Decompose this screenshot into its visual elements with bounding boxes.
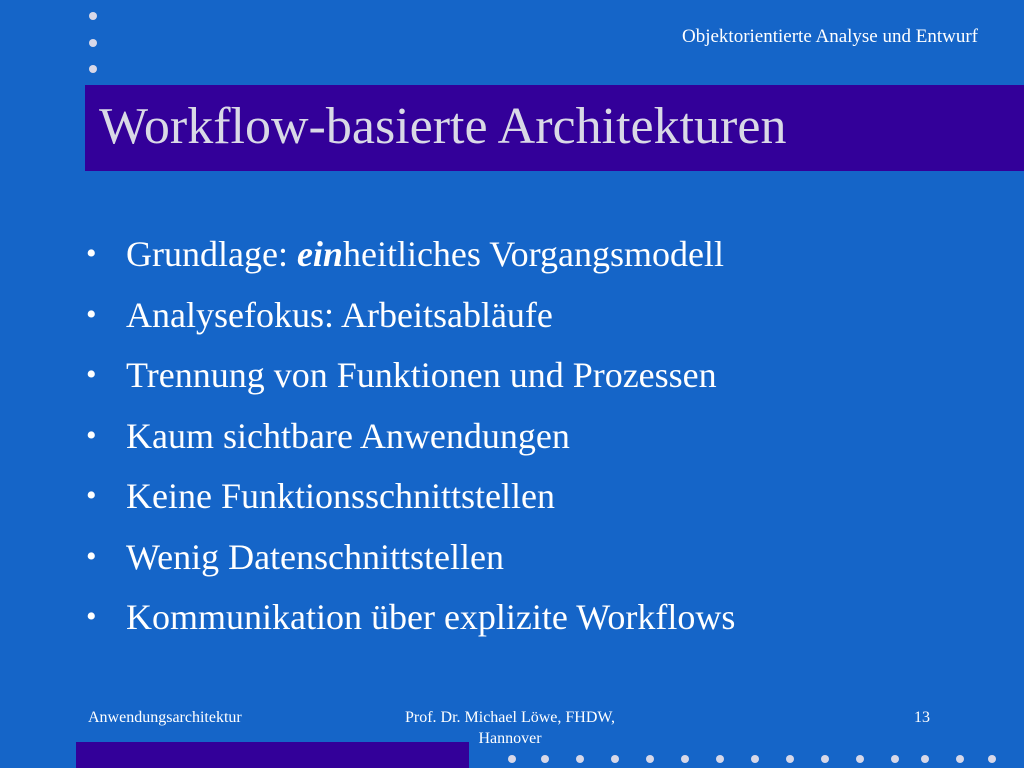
bullet-item xyxy=(86,587,986,648)
dot-icon xyxy=(751,755,759,763)
dot-icon xyxy=(856,755,864,763)
bullet-text-suffix: heitliches Vorgangsmodell xyxy=(342,234,724,274)
bullet-icon: • xyxy=(86,358,97,391)
bullet-text-prefix: Grundlage: xyxy=(126,234,297,274)
slide-title: Workflow-basierte Architekturen xyxy=(99,98,787,155)
dot-icon xyxy=(611,755,619,763)
dot-icon xyxy=(89,12,97,20)
bullet-text: Kaum sichtbare Anwendungen xyxy=(126,415,570,456)
bullet-text: Wenig Datenschnittstellen xyxy=(126,536,504,577)
dot-icon xyxy=(921,755,929,763)
dot-icon xyxy=(681,755,689,763)
bullet-text-emphasis: ein xyxy=(296,234,343,274)
bullet-icon: • xyxy=(86,479,97,512)
footer-left-label: Anwendungsarchitektur xyxy=(88,709,242,726)
dot-icon xyxy=(508,755,516,763)
dot-icon xyxy=(541,755,549,763)
footer-author-line2: Hannover xyxy=(478,730,542,747)
bullet-icon: • xyxy=(86,539,97,573)
dot-icon xyxy=(988,755,996,763)
bullet-text: Trennung von Funktionen und Prozessen xyxy=(126,355,717,395)
bullet-icon: • xyxy=(86,418,97,452)
dot-icon xyxy=(89,65,97,73)
dot-icon xyxy=(821,755,829,763)
bullet-text: Kommunikation über explizite Workflows xyxy=(126,597,736,637)
dot-icon xyxy=(716,755,724,763)
dot-icon xyxy=(646,755,654,763)
bullet-item xyxy=(86,527,986,588)
footer-author-line1: Prof. Dr. Michael Löwe, FHDW, xyxy=(404,709,616,726)
dot-icon xyxy=(576,755,584,763)
bullet-item xyxy=(86,345,986,406)
dot-icon xyxy=(891,755,899,763)
dot-icon xyxy=(89,39,97,47)
decorative-dots-bottom xyxy=(0,755,1024,765)
bullet-item xyxy=(86,285,986,346)
bullet-list xyxy=(86,224,986,648)
page-number: 13 xyxy=(914,709,930,726)
course-title: Objektorientierte Analyse und Entwurf xyxy=(681,26,978,47)
bullet-item xyxy=(86,406,986,467)
dot-icon xyxy=(786,755,794,763)
bullet-item xyxy=(86,224,986,285)
bullet-text: Analysefokus: Arbeitsabläufe xyxy=(126,294,553,335)
dot-icon xyxy=(956,755,964,763)
bullet-icon: • xyxy=(86,237,97,270)
bullet-icon: • xyxy=(86,297,97,331)
bullet-item xyxy=(86,466,986,527)
bullet-text: Keine Funktionsschnittstellen xyxy=(126,476,555,516)
bullet-icon: • xyxy=(86,600,97,633)
